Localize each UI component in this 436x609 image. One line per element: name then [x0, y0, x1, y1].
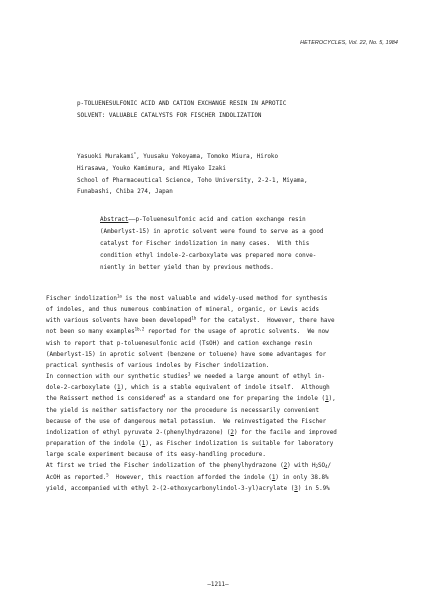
body-line: wish to report that p-toluenesulfonic acid (TsOH) and cation exchange resin: [46, 340, 312, 347]
author-name: Yasuoki Murakami: [77, 154, 134, 160]
abstract: [100, 214, 390, 274]
body-line: practical synthesis of various indoles by Fischer indolization.: [46, 362, 270, 369]
body-line: [46, 461, 406, 472]
text-run: /: [327, 463, 332, 470]
text-run: yield, accompanied with ethyl 2-(2-ethoxycarbonylindol-3-yl)acrylate (: [46, 485, 295, 492]
reference-mark: 1b: [191, 315, 197, 321]
text-run: not been so many examples: [46, 329, 135, 336]
text-run: ) in 5.9%: [297, 485, 330, 492]
text-run: we needed a large amount of ethyl in-: [190, 374, 326, 381]
compound-number: 3: [294, 485, 298, 492]
body-line: because of the use of dangerous metal potassium. We reinvestigated the Fischer: [46, 418, 327, 425]
reference-mark: 4: [163, 393, 166, 399]
reference-mark: 3: [187, 371, 191, 377]
abstract-text: ——p-Toluenesulfonic acid and cation exchange resin: [128, 217, 306, 223]
author-line-1: [77, 152, 397, 164]
compound-number: 2: [230, 429, 234, 436]
title-line-2: SOLVENT: VALUABLE CATALYSTS FOR FISCHER INDOLIZATION: [77, 112, 262, 119]
abstract-label: Abstract: [100, 217, 129, 223]
text-run: as a standard one for preparing the indole (: [165, 396, 326, 403]
abstract-line-3: catalyst for Fischer indolization in many cases. With this: [100, 241, 310, 248]
text-run: In connection with our synthetic studies: [46, 374, 188, 381]
reference-mark: 1b,2: [134, 326, 145, 332]
compound-number: 1: [141, 441, 146, 448]
body-line: [46, 327, 406, 338]
article-title: [77, 99, 286, 122]
subscript: 2: [315, 464, 318, 470]
text-run: ), which is a stable equivalent of indole itself. Although: [120, 385, 330, 392]
corresponding-mark: *: [133, 151, 137, 157]
page-number: —1211—: [207, 582, 229, 588]
subscript: 4: [325, 464, 328, 470]
text-run: the Reissert method is considered: [46, 396, 164, 403]
text-run: However, this reaction afforded the indole (: [108, 474, 272, 481]
body-line: [46, 484, 406, 495]
abstract-line-1: [100, 214, 390, 226]
text-run: ) in only 38.8%: [275, 474, 329, 481]
body-line: large scale experiment because of its easy-handling procedure.: [46, 452, 266, 459]
affiliation-line-2: Funabashi, Chiba 274, Japan: [77, 189, 173, 196]
text-run: preparation of the indole (: [46, 441, 142, 448]
text-run: for the catalyst. However, there have: [196, 318, 335, 325]
abstract-line-4: condition ethyl indole-2-carboxylate was prepared more conve-: [100, 253, 317, 260]
text-run: AcOH as reported.: [46, 474, 107, 481]
reference-mark: 1a: [116, 293, 122, 299]
body-line: [46, 473, 406, 484]
body-line: [46, 428, 406, 439]
text-run: ) with H: [287, 463, 316, 470]
body-line: [46, 439, 406, 450]
body-line: (Amberlyst-15) in aprotic solvent (benzene or toluene) have some advantages for: [46, 351, 327, 358]
author-names: , Yuusaku Yokoyama, Tomoko Miura, Hiroko: [136, 154, 279, 160]
author-line-2: Hirasawa, Youko Kamimura, and Miyako Izaki: [77, 165, 226, 172]
text-run: with various solvents have been developed: [46, 318, 192, 325]
compound-number: 1: [271, 474, 276, 481]
abstract-line-2: (Amberlyst-15) in aprotic solvent were found to serve as a good: [100, 229, 324, 236]
compound-number: 1: [116, 385, 121, 392]
author-block: [77, 152, 397, 199]
text-run: At first we tried the Fischer indolization of the phenylhydrazone (: [46, 463, 284, 470]
text-run: SO: [317, 463, 326, 470]
body-line: [46, 316, 406, 327]
body-text: [46, 294, 406, 495]
affiliation-line-1: School of Pharmaceutical Science, Toho University, 2-2-1, Miyama,: [77, 177, 308, 184]
text-run: ), as Fischer indolization is suitable for laboratory: [145, 441, 334, 448]
text-run: is the most valuable and widely-used method for synthesis: [121, 296, 328, 302]
text-run: Fischer indolization: [46, 296, 117, 302]
text-run: reported for the usage of aprotic solvents. We now: [144, 329, 329, 336]
compound-number: 1: [325, 396, 329, 403]
body-line: [46, 372, 406, 383]
body-line: the yield is neither satisfactory nor the procedure is necessarily convenient: [46, 407, 320, 414]
body-line: [46, 294, 406, 305]
text-run: indolization of ethyl pyruvate 2-(phenylhydrazone) (: [46, 429, 231, 436]
abstract-line-5: niently in better yield than by previous methods.: [100, 265, 274, 272]
title-line-1: p-TOLUENESULFONIC ACID AND CATION EXCHANGE RESIN IN APROTIC: [77, 101, 287, 107]
body-line: [46, 383, 406, 394]
body-line: of indoles, and thus numerous combination of mineral, organic, or Lewis acids: [46, 307, 320, 314]
body-line: [46, 394, 406, 405]
journal-header: HETEROCYCLES, Vol. 22, No. 5, 1984: [300, 40, 398, 46]
text-run: dole-2-carboxylate (: [46, 385, 117, 392]
text-run: ) for the facile and improved: [233, 429, 337, 436]
reference-mark: 5: [106, 472, 109, 477]
compound-number: 2: [283, 463, 288, 470]
text-run: ),: [328, 396, 336, 403]
